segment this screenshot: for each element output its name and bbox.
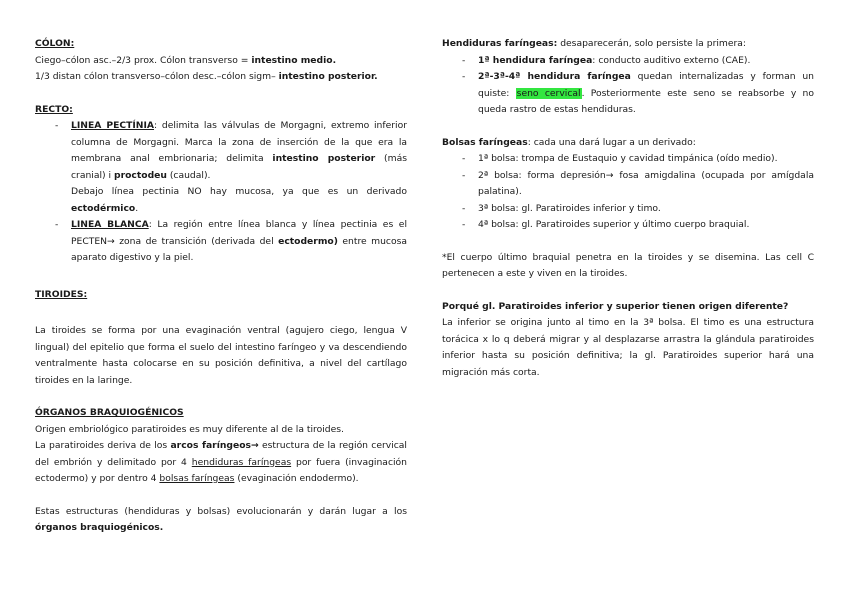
organos-title: ÓRGANOS BRAQUIOGÉNICOS (35, 407, 184, 418)
question-title-text: Porqué gl. Paratiroides inferior y superior tienen origen diferente? (442, 300, 789, 312)
recto-item-linea-blanca (71, 217, 407, 267)
tiroides-body: La tiroides se forma por una evaginación ventral (agujero ciego, lengua V lingual) del epitelio que forma el suelo del intestino faríngeo y va descendiendo ventralmente hasta colocarse en su posición definitiva, a nivel del cartílago tiroides en la laringe. (35, 325, 407, 386)
recto-item1-bold-d: proctodeu (114, 169, 167, 181)
cuerpo-braquial-note: *El cuerpo último braquial penetra en la tiroides y se disemina. Las cell C pertenecen a este y viven en la tiroides. (442, 251, 814, 279)
organos-p3-a: Estas estructuras (hendiduras y bolsas) evolucionarán y darán lugar a los (35, 505, 407, 517)
tiroides-title: TIROIDES: (35, 288, 88, 300)
organos-p2-a: La paratiroides deriva de los (35, 440, 171, 451)
recto-note-end: . (135, 202, 139, 214)
recto-item2-text-a: : La región entre línea blanca y línea pectinia es el PECTEN→ zona de transición (derivada del (71, 219, 407, 247)
recto-item1-text-e: (caudal). (166, 169, 211, 181)
colon-line-1-bold: intestino medio. (251, 54, 337, 66)
hendiduras-item2-bold: 2ª-3ª-4ª hendidura faríngea (478, 71, 631, 82)
organos-paragraph-2 (35, 438, 407, 488)
colon-line-2 (35, 69, 407, 86)
recto-list (35, 118, 407, 184)
colon-line-1-text: Ciego–cólon asc.–2/3 prox. Cólon transverso = (35, 54, 252, 66)
recto-item-linea-pectinia (71, 118, 407, 184)
seno-cervical-highlight: seno cervical (516, 87, 581, 99)
hendiduras-item-1 (478, 53, 814, 70)
colon-title: CÓLON: (35, 38, 75, 49)
bolsas-intro (442, 135, 814, 152)
organos-p2-underlined-hendiduras: hendiduras faríngeas (191, 456, 292, 468)
organos-p3-bold: órganos braquiogénicos. (35, 522, 164, 533)
organos-p2-e: por fuera (invaginación ectodermo) y por dentro 4 (35, 456, 407, 484)
bolsa-item-1: - 1ª bolsa: trompa de Eustaquio y cavidad timpánica (oído medio). (478, 151, 814, 168)
recto-note-bold: ectodérmico (71, 202, 136, 214)
bolsa-item-4: - 4ª bolsa: gl. Paratiroides superior y último cuerpo braquial. (478, 217, 814, 234)
recto-item1-bold-b: intestino posterior (272, 153, 376, 164)
recto-note (35, 184, 407, 217)
hendiduras-title: Hendiduras faríngeas: (442, 38, 558, 49)
linea-pectinia-label: LINEA PECTÍNIA (71, 120, 155, 131)
organos-p2-bold: arcos faríngeos→ (170, 440, 259, 451)
hendiduras-intro-text: desaparecerán, solo persiste la primera: (557, 38, 747, 49)
recto-item1-text-c: (más cranial) i (71, 153, 407, 181)
right-column (442, 36, 814, 381)
organos-p2-g: (evaginación endodermo). (234, 473, 359, 484)
linea-blanca-label: LINEA BLANCA (71, 219, 149, 230)
colon-line-2-bold: intestino posterior. (278, 71, 378, 82)
hendiduras-item1-text: : conducto auditivo externo (CAE). (592, 54, 751, 66)
hendiduras-item2-text-b: . Posteriormente este seno se reabsorbe y no queda rastro de estas hendiduras. (478, 87, 815, 115)
colon-line-1 (35, 53, 407, 70)
organos-paragraph-3 (35, 504, 407, 537)
bolsas-list (442, 151, 814, 234)
hendiduras-item1-bold: 1ª hendidura faríngea (478, 54, 593, 66)
hendiduras-list (442, 53, 814, 119)
recto-item2-bold-b: ectodermo) (278, 235, 338, 247)
organos-line-1: Origen embriológico paratiroides es muy diferente al de la tiroides. (35, 423, 344, 435)
bolsas-title: Bolsas faríngeas (442, 136, 528, 148)
organos-p2-underlined-bolsas: bolsas faríngeas (159, 473, 235, 484)
hendiduras-item-2 (478, 69, 814, 119)
recto-note-text: Debajo línea pectinia NO hay mucosa, ya que es un derivado (71, 186, 407, 197)
question-body: La inferior se origina junto al timo en la 3ª bolsa. El timo es una estructura torácica x lo q deberá migrar y al desplazarse arrastra la glándula paratiroides inferior hasta su posición definitiva; la gl. Paratiroides superior hará una migración más corta. (442, 317, 814, 378)
colon-line-2-text: 1/3 distan cólon transverso–cólon desc.–cólon sigm– (35, 71, 279, 82)
bolsas-intro-text: : cada una dará lugar a un derivado: (527, 136, 696, 148)
recto-item2-text-c: entre mucosa aparato digestivo y la piel. (71, 235, 407, 263)
left-column (35, 36, 407, 537)
bolsa-item-2: - 2ª bolsa: forma depresión→ fosa amigdalina (ocupada por amígdala palatina). (478, 168, 814, 201)
recto-list-2 (35, 217, 407, 267)
recto-item1-text-a: : delimita las válvulas de Morgagni, extremo inferior columna de Morgagni. Marca la zona de inserción de la que era la membrana anal embrionaria; delimita (71, 120, 407, 164)
hendiduras-intro (442, 36, 814, 53)
question-title (442, 299, 814, 316)
bolsa-item-3: - 3ª bolsa: gl. Paratiroides inferior y timo. (478, 201, 814, 218)
organos-p2-c: estructura de la región cervical del embrión y delimitado por 4 (35, 440, 407, 468)
hendiduras-item2-text-a: quedan internalizadas y forman un quiste: (478, 71, 814, 99)
recto-title: RECTO: (35, 103, 73, 115)
